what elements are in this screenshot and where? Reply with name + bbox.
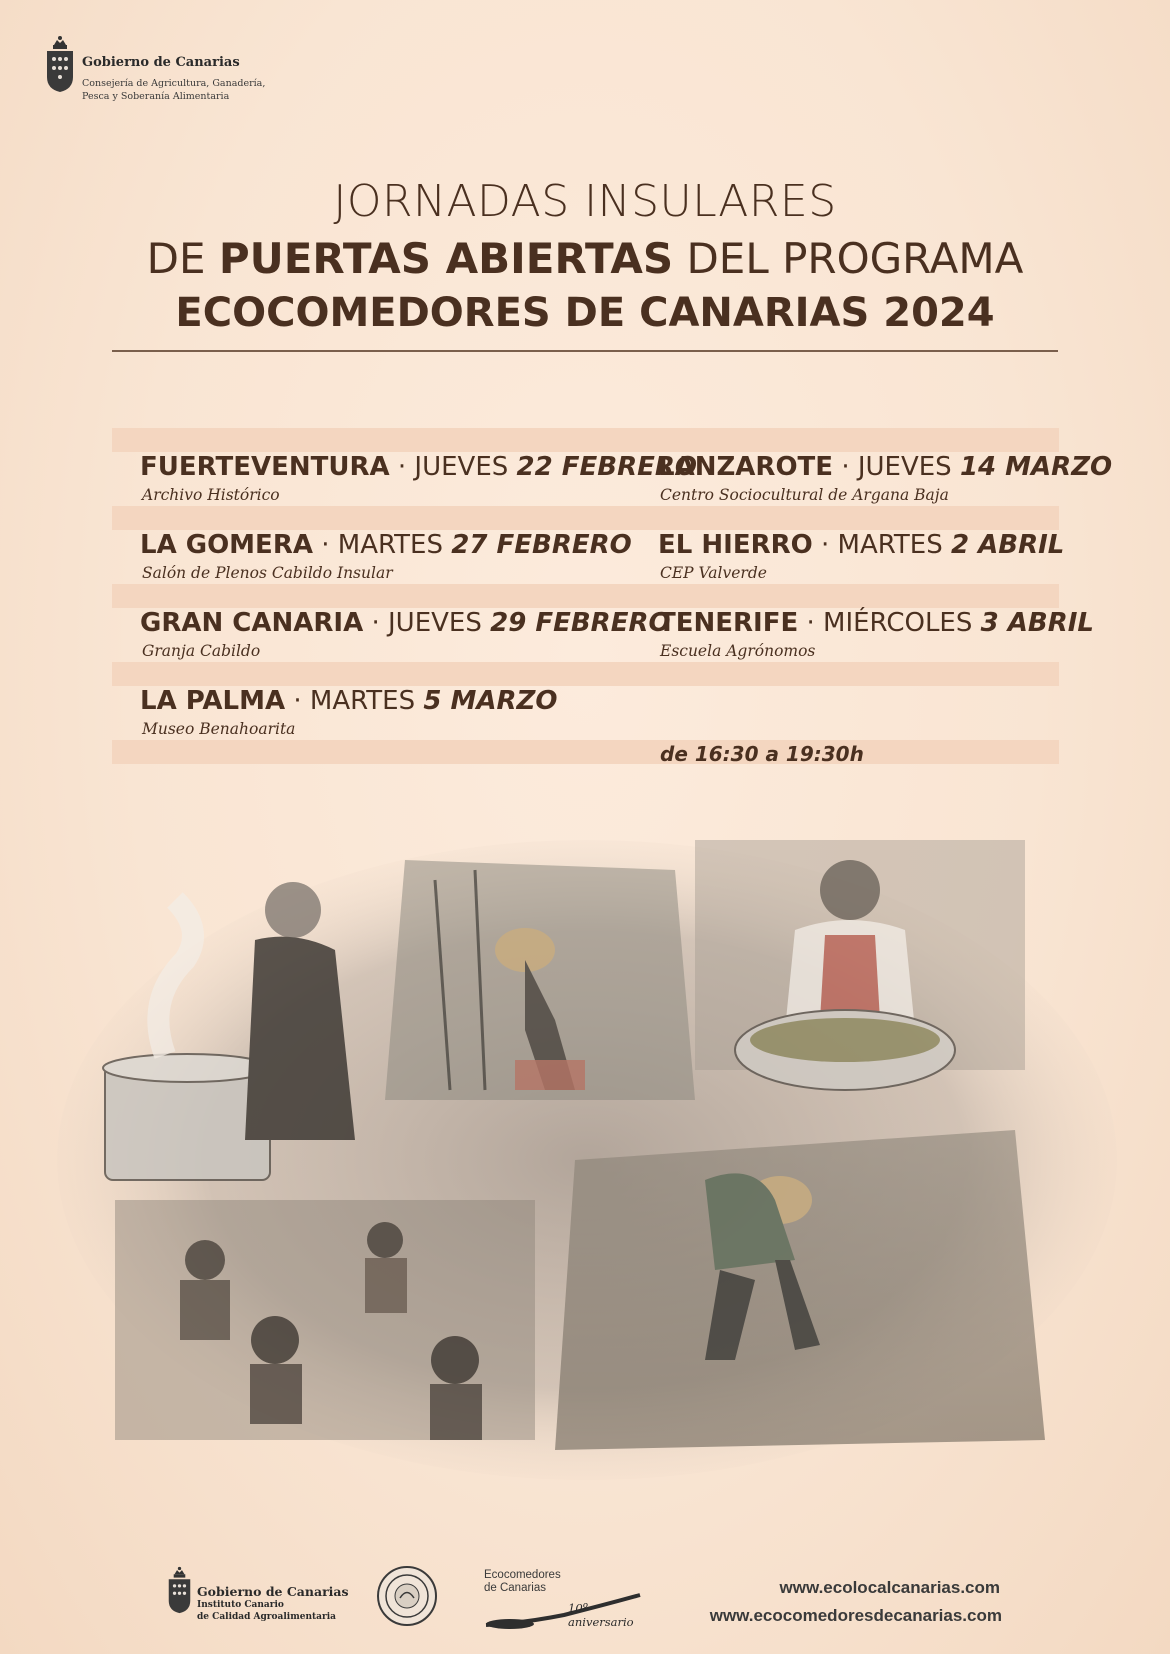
schedule-band [112, 740, 1059, 764]
event-hours: de 16:30 a 19:30h [660, 742, 864, 766]
gardener-figure [385, 860, 695, 1100]
event-venue: CEP Valverde [660, 564, 767, 582]
footer-org-name: Gobierno de Canarias [197, 1584, 349, 1599]
website-link-ecolocal[interactable]: www.ecolocalcanarias.com [779, 1578, 1000, 1597]
coat-of-arms-icon [45, 35, 75, 93]
photo-collage [55, 840, 1120, 1480]
ecolocal-seal-icon [376, 1565, 438, 1627]
schedule-band [112, 584, 1059, 608]
event-venue: Centro Sociocultural de Argana Baja [660, 486, 949, 504]
event-la-palma: LA PALMA · MARTES 5 MARZO Museo Benahoarita [140, 686, 558, 738]
org-subtitle: Consejería de Agricultura, Ganadería, Pesca y Soberanía Alimentaria [82, 78, 266, 102]
event-venue: Salón de Plenos Cabildo Insular [142, 564, 393, 582]
ecocomedores-anniversary-logo: Ecocomedores de Canarias 10º aniversario [484, 1569, 654, 1629]
event-lanzarote: LANZAROTE · JUEVES 14 MARZO Centro Sociocultural de Argana Baja [658, 452, 1113, 504]
gobierno-canarias-logo [45, 35, 345, 105]
event-venue: Museo Benahoarita [142, 720, 296, 738]
classroom-children-figure [115, 1200, 535, 1440]
cook-with-bowl-figure [695, 840, 1025, 1090]
footer-gobierno-logo [167, 1566, 367, 1624]
event-el-hierro: EL HIERRO · MARTES 2 ABRIL CEP Valverde [658, 530, 1065, 582]
event-la-gomera: LA GOMERA · MARTES 27 FEBRERO Salón de Plenos Cabildo Insular [140, 530, 632, 582]
schedule-band [112, 428, 1059, 452]
website-link-ecocomedores[interactable]: www.ecocomedoresdecanarias.com [709, 1606, 1002, 1625]
event-venue: Archivo Histórico [142, 486, 280, 504]
event-venue: Granja Cabildo [142, 642, 261, 660]
title-line-1: JORNADAS INSULARES [333, 176, 837, 227]
event-venue: Escuela Agrónomos [660, 642, 816, 660]
anniversary-label: 10º aniversario [568, 1601, 634, 1629]
event-fuerteventura: FUERTEVENTURA · JUEVES 22 FEBRERO Archivo Histórico [140, 452, 698, 504]
event-tenerife: TENERIFE · MIÉRCOLES 3 ABRIL Escuela Agrónomos [658, 608, 1094, 660]
event-gran-canaria: GRAN CANARIA · JUEVES 29 FEBRERO Granja Cabildo [140, 608, 671, 660]
planting-worker-figure [555, 1130, 1045, 1450]
title-line-3: ECOCOMEDORES DE CANARIAS 2024 [175, 290, 995, 336]
coat-of-arms-icon [167, 1566, 192, 1614]
title-line-2: DE PUERTAS ABIERTAS DEL PROGRAMA [146, 234, 1024, 283]
schedule-band [112, 506, 1059, 530]
footer-org-subtitle: Instituto Canario de Calidad Agroalimentaria [197, 1600, 336, 1622]
schedule-band [112, 662, 1059, 686]
title-divider [112, 350, 1058, 352]
org-name: Gobierno de Canarias [82, 55, 240, 70]
